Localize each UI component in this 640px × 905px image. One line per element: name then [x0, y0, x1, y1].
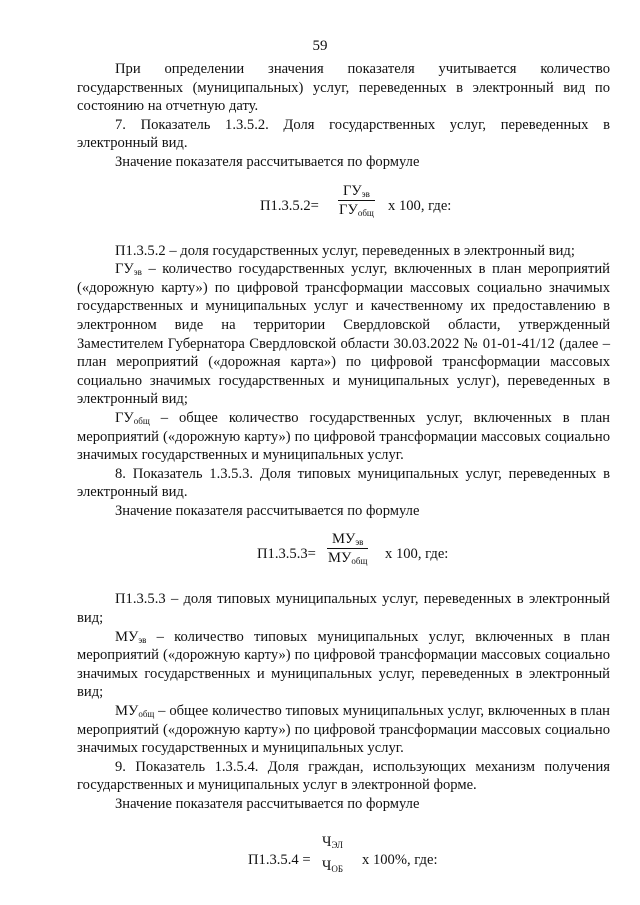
formula-rhs: х 100, где: — [388, 197, 452, 214]
paragraph-indicator-7: 7. Показатель 1.3.5.2. Доля государственных услуг, переведенных в электронный вид. — [77, 116, 610, 152]
formula-lhs: П1.3.5.4 = — [248, 851, 311, 868]
formula-lhs: П1.3.5.3= — [257, 546, 316, 563]
paragraph-indicator-9: 9. Показатель 1.3.5.4. Доля граждан, использующих механизм получения государственных и муниципальных услуг в электронной форме. — [77, 758, 610, 794]
paragraph-intro: При определении значения показателя учитывается количество государственных (муниципальных) услуг, переведенных в электронный вид по состоянию на отчетную дату. — [77, 61, 610, 115]
definition-p1-3-5-3: П1.3.5.3 – доля типовых муниципальных услуг, переведенных в электронный вид; — [77, 591, 610, 627]
formula-denominator: $МУ_{общ}$ — [328, 550, 368, 567]
definition-mu-obsch: $МУ_{общ}$ – общее количество типовых муниципальных услуг, включенных в план мероприятий («дорожную карту») по цифровой трансформации массовых социально значимых государственных и муниципальных услуг. — [77, 703, 610, 757]
formula-fraction — [317, 834, 348, 875]
formula-lhs: П1.3.5.2= — [260, 197, 319, 214]
formula-rhs: х 100, где: — [385, 546, 449, 563]
paragraph-formula-intro-3: Значение показателя рассчитывается по формуле — [115, 796, 420, 812]
formula-1-3-5-4 — [77, 834, 610, 884]
formula-numerator: $Ч_{ЭЛ}$ — [322, 833, 343, 850]
page-number: 59 — [312, 38, 328, 54]
definition-gu-ev: $ГУ_{эв}$ – количество государственных услуг, включенных в план мероприятий («дорожную карту») по цифровой трансформации массовых социально значимых государственных и муниципальных услуг и качественному их предоставлению в электронном виде на территории Свердловской области, утвержденный Заместителем Губернатора Свердловской области 30.03.2022 № 01-01-41/12 (далее – план мероприятий («дорожная карта») по цифровой трансформации массовых социально значимых государственных и муниципальных услуг), переведенных в электронный вид; — [77, 261, 610, 408]
formula-fraction — [327, 531, 368, 567]
definition-mu-ev: $МУ_{эв}$ – количество типовых муниципальных услуг, включенных в план мероприятий («дорожную карту») по цифровой трансформации массовых социально значимых государственных и муниципальных услуг, переведенных в электронный вид; — [77, 628, 610, 701]
formula-1-3-5-3 — [77, 531, 610, 577]
formula-numerator: $МУ_{эв}$ — [327, 531, 368, 549]
formula-rhs: х 100%, где: — [362, 851, 438, 868]
formula-numerator: $ГУ_{эв}$ — [338, 183, 375, 201]
definition-gu-obsch: $ГУ_{общ}$ – общее количество государственных услуг, включенных в план мероприятий («дорожную карту») по цифровой трансформации массовых социально значимых государственных и муниципальных услуг. — [77, 409, 610, 464]
formula-denominator: $ГУ_{общ}$ — [339, 201, 374, 218]
paragraph-formula-intro-2: Значение показателя рассчитывается по формуле — [115, 502, 420, 519]
paragraph-indicator-8: 8. Показатель 1.3.5.3. Доля типовых муниципальных услуг, переведенных в электронный вид. — [77, 465, 610, 501]
formula-fraction — [338, 183, 375, 219]
formula-denominator: $Ч_{ОБ}$ — [321, 857, 344, 874]
definition-p1-3-5-2: П1.3.5.2 – доля государственных услуг, переведенных в электронный вид; — [115, 242, 575, 259]
paragraph-formula-intro-1: Значение показателя рассчитывается по формуле — [115, 153, 420, 170]
document-body — [77, 60, 610, 897]
formula-1-3-5-2 — [77, 183, 610, 229]
